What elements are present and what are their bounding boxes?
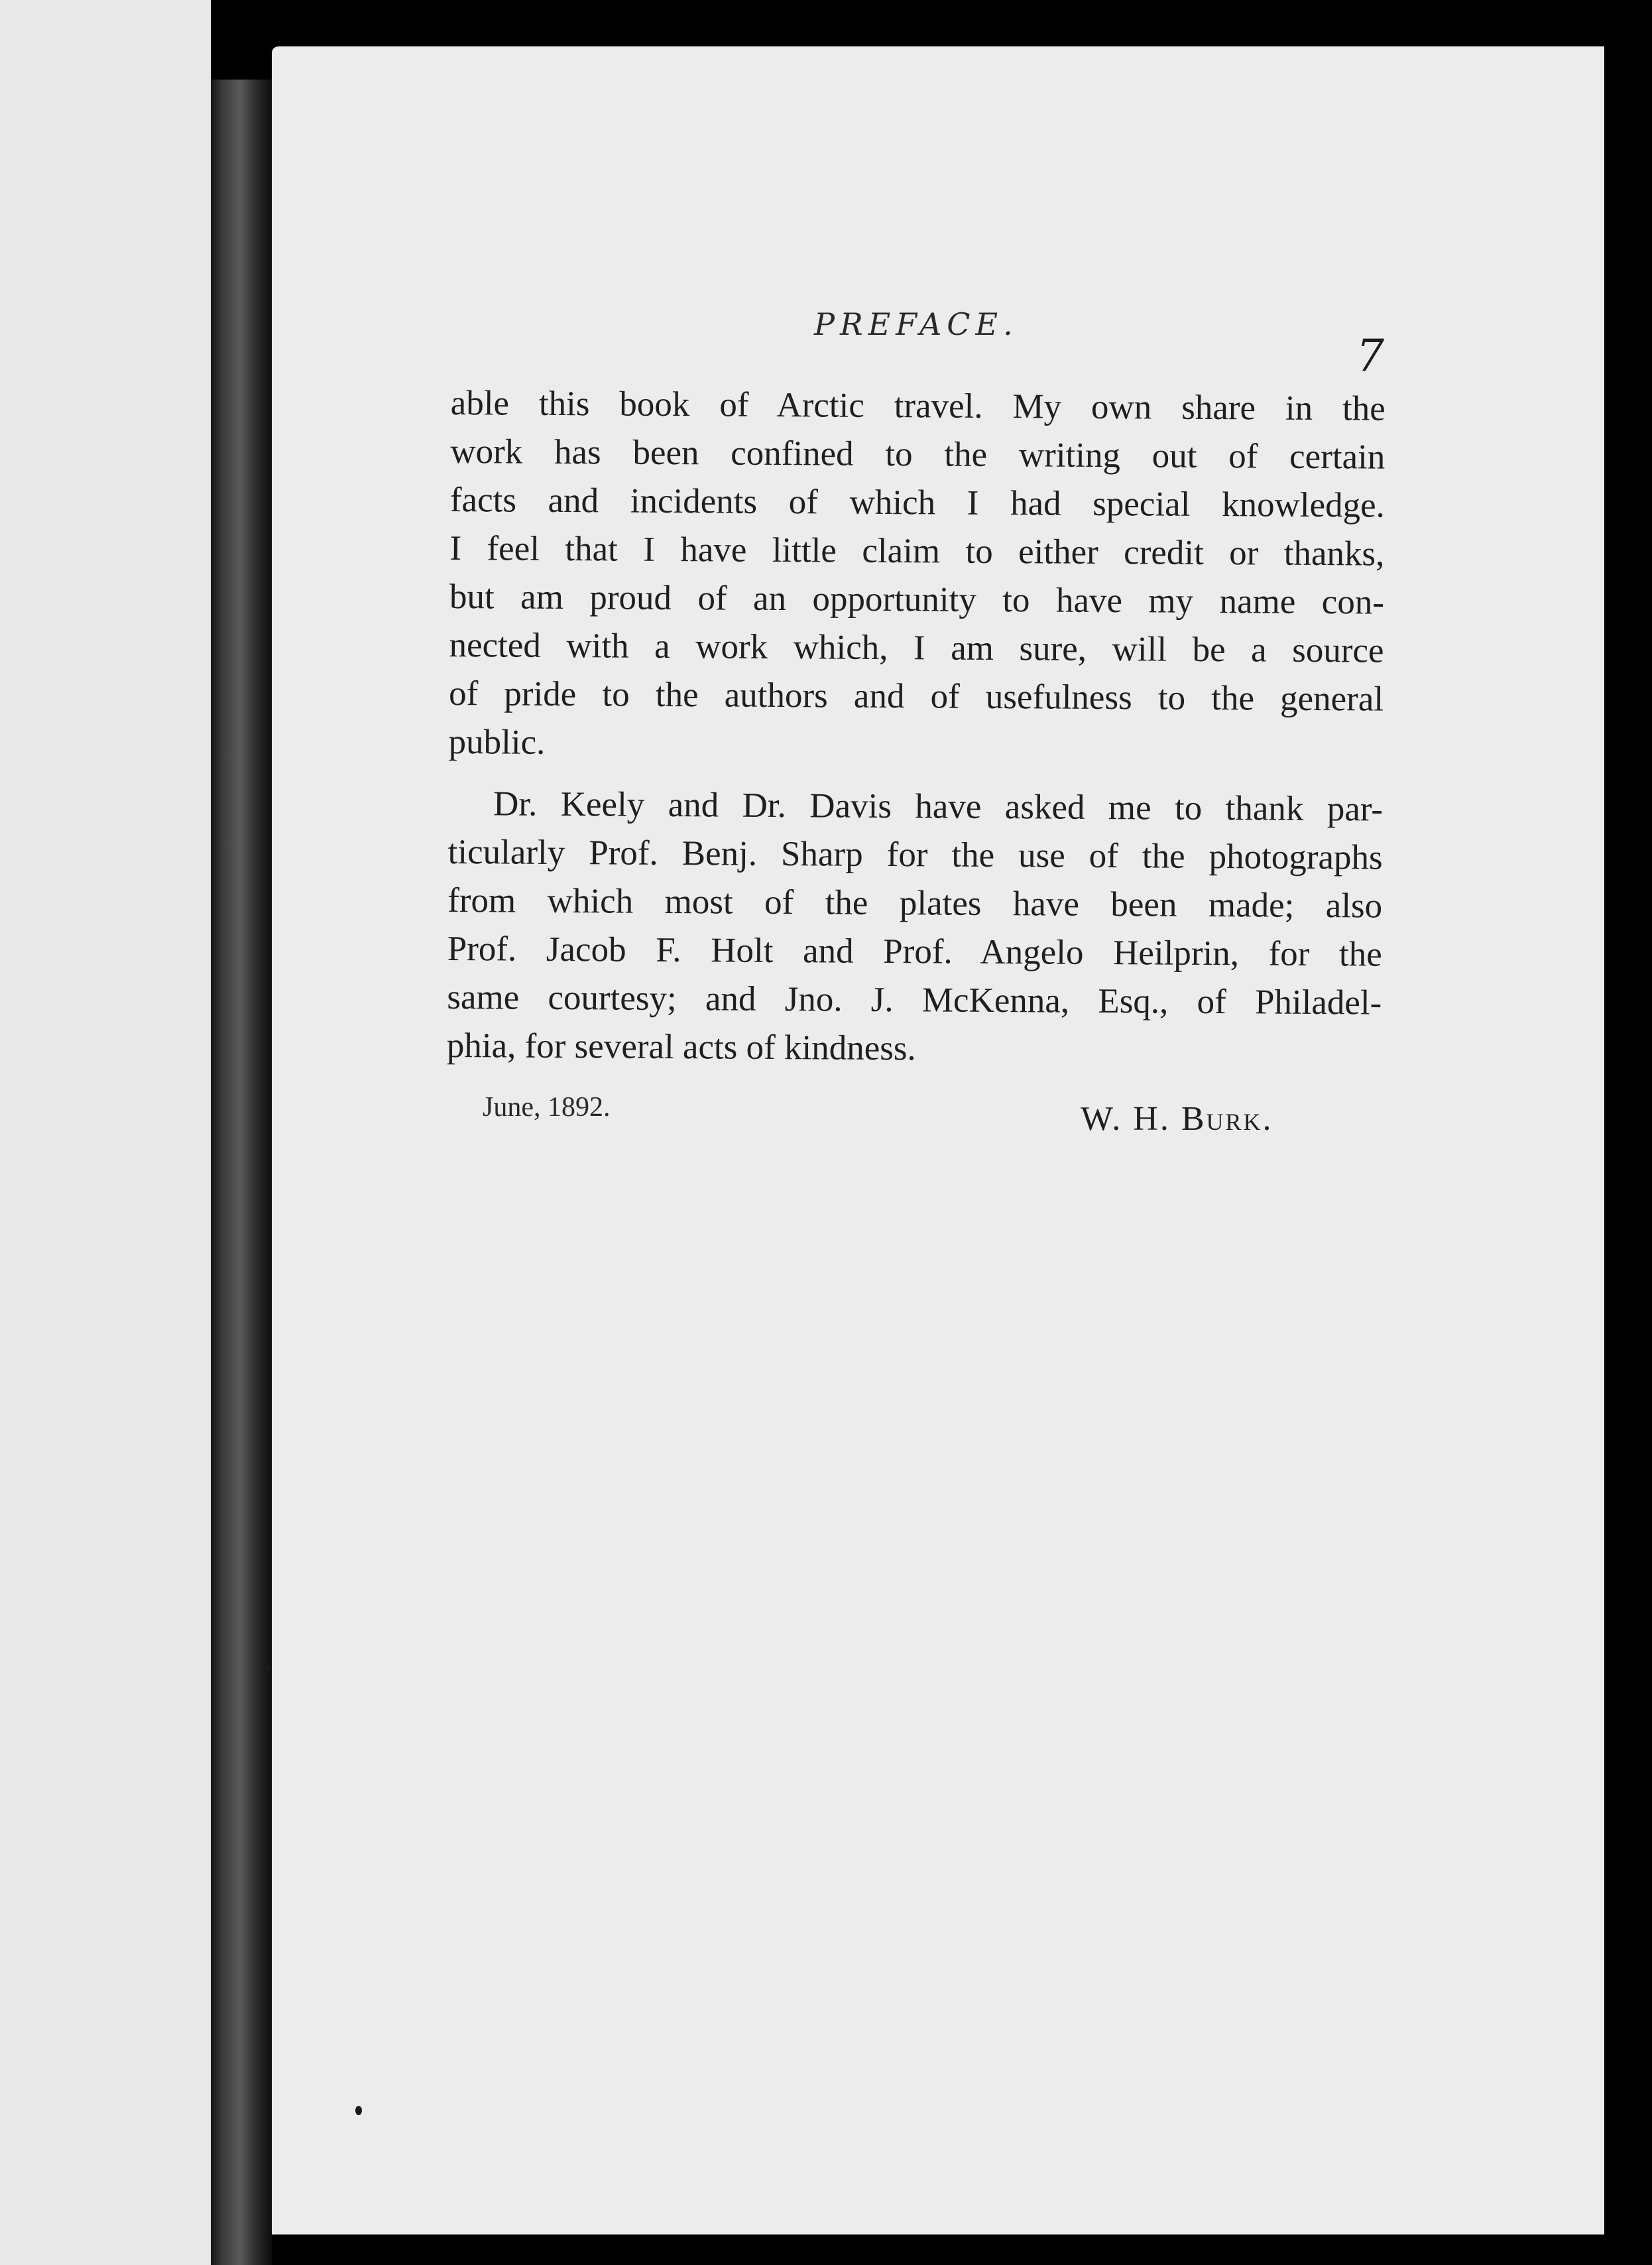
left-page xyxy=(0,0,211,2265)
author-signature: W. H. Burk. xyxy=(1081,1100,1273,1138)
page-number: 7 xyxy=(1356,330,1384,381)
speck xyxy=(265,1664,270,1672)
text-line: of pride to the authors and of usefulness to the general xyxy=(448,674,1384,719)
right-page xyxy=(272,46,1604,2234)
text-line: phia, for several acts of kindness. xyxy=(446,1026,916,1068)
text-line: Dr. Keely and Dr. Davis have asked me to thank par- xyxy=(493,784,1384,829)
paragraph xyxy=(447,780,1384,1076)
gutter-top-shadow xyxy=(211,0,272,80)
text-line: able this book of Arctic travel. My own share in the xyxy=(450,383,1386,428)
text-line: I feel that I have little claim to either credit or thanks, xyxy=(449,528,1385,574)
text-line: facts and incidents of which I had special knowledge. xyxy=(449,480,1386,525)
text-line: nected with a work which, I am sure, will be a source xyxy=(449,625,1384,670)
text-line: from which most of the plates have been made; also xyxy=(447,881,1383,926)
speck xyxy=(355,2106,362,2115)
text-line: Prof. Jacob F. Holt and Prof. Angelo Heilprin, for the xyxy=(447,929,1382,974)
text-line: public. xyxy=(448,722,546,762)
preface-date: June, 1892. xyxy=(483,1092,611,1123)
text-line: same courtesy; and Jno. J. McKenna, Esq., of Philadel- xyxy=(447,977,1382,1022)
running-head: PREFACE. xyxy=(814,306,1018,342)
text-line: ticularly Prof. Benj. Sharp for the use of the photographs xyxy=(447,832,1383,877)
text-line: but am proud of an opportunity to have my name con- xyxy=(449,577,1385,622)
text-line: work has been confined to the writing out of certain xyxy=(450,432,1386,477)
body-text xyxy=(447,379,1386,1076)
book-gutter xyxy=(211,0,272,2265)
paragraph xyxy=(448,379,1386,772)
